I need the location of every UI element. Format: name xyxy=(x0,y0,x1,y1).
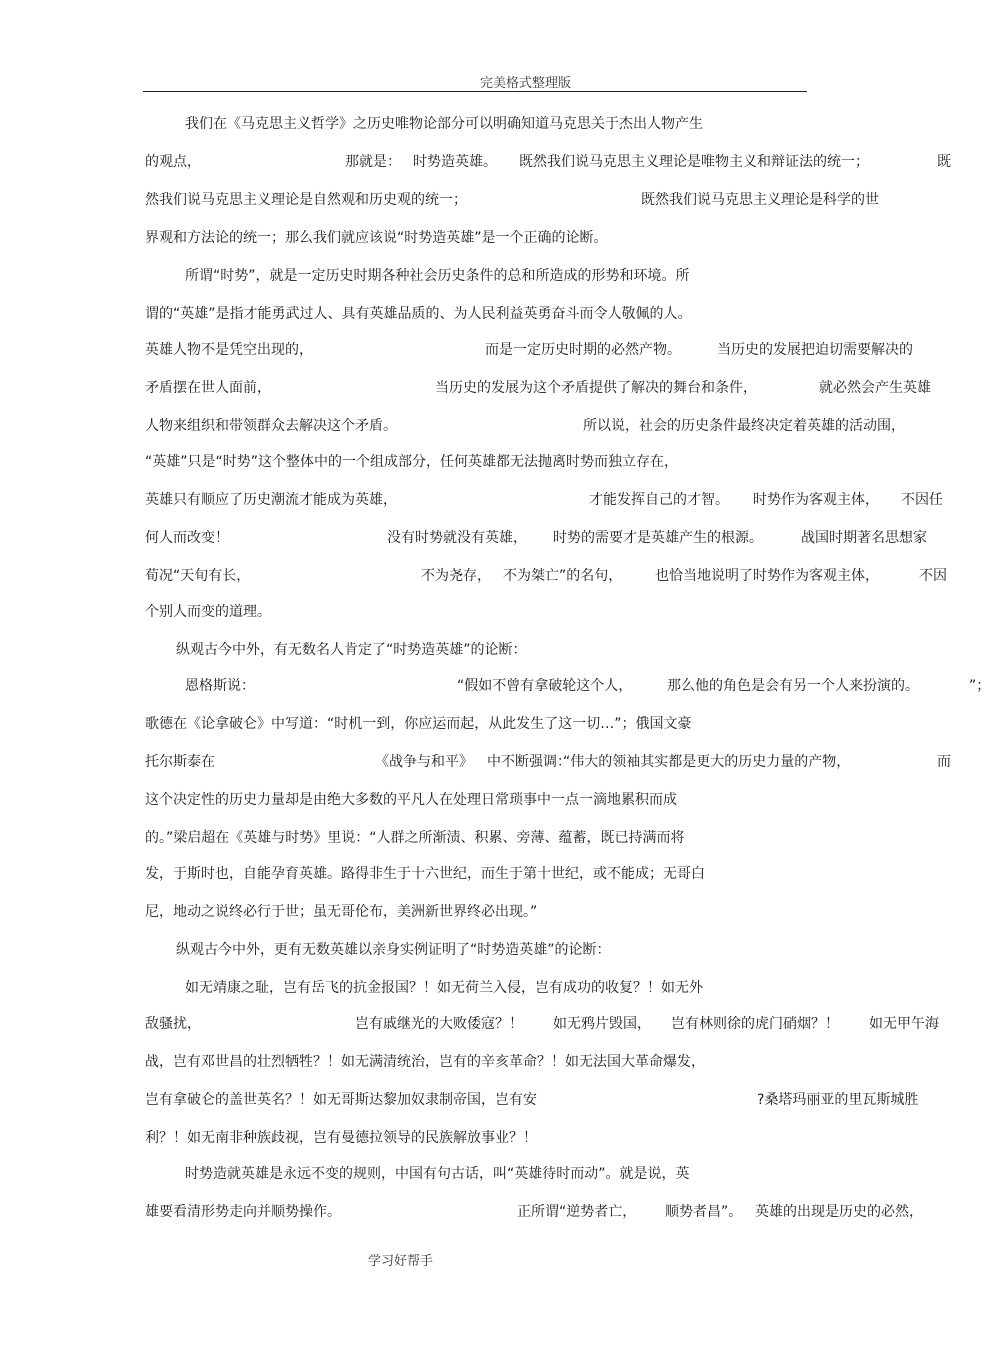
text-segment: 战，岂有邓世昌的壮烈牺牲？！如无满清统治，岂有的辛亥革命？！如无法国大革命爆发， xyxy=(145,1054,705,1070)
text-segment: 岂有林则徐的虎门硝烟？！ xyxy=(671,1016,839,1032)
text-segment: 人物来组织和带领群众去解决这个矛盾。 xyxy=(145,418,397,434)
text-segment: 英雄人物不是凭空出现的， xyxy=(145,342,313,358)
text-segment: 既然我们说马克思主义理论是科学的世 xyxy=(641,192,879,208)
text-segment: 时势的需要才是英雄产生的根源。 xyxy=(553,530,763,546)
text-segment: 不因 xyxy=(919,568,947,584)
text-segment: 这个决定性的历史力量却是由绝大多数的平凡人在处理日常琐事中一点一滴地累积而成 xyxy=(145,792,677,808)
text-segment: 如无甲午海 xyxy=(869,1016,939,1032)
text-segment: 战国时期著名思想家 xyxy=(801,530,927,546)
text-segment: 英雄只有顺应了历史潮流才能成为英雄， xyxy=(145,492,397,508)
text-segment: 顺势者昌”。 xyxy=(665,1204,743,1220)
text-segment: 那就是： xyxy=(345,154,401,170)
text-segment: 雄要看清形势走向并顺势操作。 xyxy=(145,1204,341,1220)
text-segment: 就必然会产生英雄 xyxy=(819,380,931,396)
text-segment: 时势造就英雄是永远不变的规则，中国有句古话，叫“英雄待时而动”。就是说，英 xyxy=(185,1166,690,1182)
text-segment: 然我们说马克思主义理论是自然观和历史观的统一； xyxy=(145,192,467,208)
text-segment: 既然我们说马克思主义理论是唯物主义和辩证法的统一； xyxy=(519,154,869,170)
text-segment: 如无靖康之耻，岂有岳飞的抗金报国？！如无荷兰入侵，岂有成功的收复？！如无外 xyxy=(185,980,703,996)
text-segment: 而 xyxy=(937,754,951,770)
text-segment: 既 xyxy=(937,154,951,170)
text-segment: “伟大的领袖其实都是更大的历史力量的产物， xyxy=(563,754,851,770)
text-segment: 《战争与和平》 xyxy=(375,754,473,770)
text-segment: 不为尧存， xyxy=(421,568,491,584)
page-header-title: 完美格式整理版 xyxy=(480,76,572,91)
page-footer: 学习好帮手 xyxy=(368,1254,434,1269)
text-segment: 所以说，社会的历史条件最终决定着英雄的活动围， xyxy=(583,418,905,434)
text-segment: 不为桀亡”的名句， xyxy=(503,568,623,584)
text-segment: 个别人而变的道理。 xyxy=(145,604,271,620)
text-segment: ?桑塔玛丽亚的里瓦斯城胜 xyxy=(757,1092,919,1108)
text-segment: 岂有拿破仑的盖世英名？！如无哥斯达黎加奴隶制帝国，岂有安 xyxy=(145,1092,537,1108)
text-segment: 所谓“时势”，就是一定历史时期各种社会历史条件的总和所造成的形势和环境。所 xyxy=(185,268,690,284)
text-segment: 歌德在《论拿破仑》中写道：“时机一到，你应运而起，从此发生了这一切…”；俄国文豪 xyxy=(145,716,692,732)
text-segment: 当历史的发展把迫切需要解决的 xyxy=(717,342,913,358)
text-segment: 那么他的角色是会有另一个人来扮演的。 xyxy=(667,678,919,694)
text-segment: 恩格斯说： xyxy=(185,678,255,694)
text-segment: “假如不曾有拿破轮这个人， xyxy=(457,678,633,694)
text-segment: 才能发挥自己的才智。 xyxy=(589,492,729,508)
text-segment: 发，于斯时也，自能孕育英雄。路得非生于十六世纪，而生于第十世纪，或不能成；无哥白 xyxy=(145,866,705,882)
text-segment: 谓的“英雄”是指才能勇武过人、具有英雄品质的、为人民利益英勇奋斗而令人敬佩的人。 xyxy=(145,306,692,322)
text-segment: 尼，地动之说终必行于世；虽无哥伦布，美洲新世界终必出现。” xyxy=(145,904,538,920)
text-segment: 英雄的出现是历史的必然， xyxy=(755,1204,923,1220)
text-segment: 当历史的发展为这个矛盾提供了解决的舞台和条件， xyxy=(435,380,757,396)
text-segment: 时势作为客观主体， xyxy=(753,492,879,508)
text-segment: 我们在《马克思主义哲学》之历史唯物论部分可以明确知道马克思关于杰出人物产生 xyxy=(185,116,703,132)
text-segment: 托尔斯泰在 xyxy=(145,754,215,770)
text-segment: 而是一定历史时期的必然产物。 xyxy=(485,342,681,358)
text-segment: 的观点， xyxy=(145,154,201,170)
text-segment: 何人而改变！ xyxy=(145,530,229,546)
text-segment: “英雄”只是“时势”这个整体中的一个组成部分，任何英雄都无法抛离时势而独立存在， xyxy=(145,454,679,470)
text-segment: 不因任 xyxy=(901,492,943,508)
text-segment: 正所谓“逆势者亡， xyxy=(517,1204,637,1220)
text-segment: 矛盾摆在世人面前， xyxy=(145,380,271,396)
text-segment: 利？！如无南非种族歧视，岂有曼德拉领导的民族解放事业？！ xyxy=(145,1130,537,1146)
text-segment: 中不断强调： xyxy=(487,754,571,770)
text-segment: 如无鸦片毁国， xyxy=(553,1016,651,1032)
text-segment: 纵观古今中外，更有无数英雄以亲身实例证明了“时势造英雄”的论断： xyxy=(176,942,611,958)
text-segment: 没有时势就没有英雄， xyxy=(387,530,527,546)
text-segment: 纵观古今中外，有无数名人肯定了“时势造英雄”的论断： xyxy=(176,642,527,658)
text-segment: 界观和方法论的统一；那么我们就应该说“时势造英雄”是一个正确的论断。 xyxy=(145,230,608,246)
text-segment: 荀况“天旬有长， xyxy=(145,568,251,584)
text-segment: 时势造英雄。 xyxy=(413,154,497,170)
text-segment: 的。”梁启超在《英雄与时势》里说：“人群之所渐渍、积累、旁薄、蕴蓄，既已持满而将 xyxy=(145,830,685,846)
text-segment: 敌骚扰， xyxy=(145,1016,201,1032)
header-rule xyxy=(143,91,807,92)
text-segment: ”； xyxy=(969,678,990,694)
text-segment: 也恰当地说明了时势作为客观主体， xyxy=(655,568,879,584)
text-segment: 岂有戚继光的大败倭寇？！ xyxy=(355,1016,523,1032)
